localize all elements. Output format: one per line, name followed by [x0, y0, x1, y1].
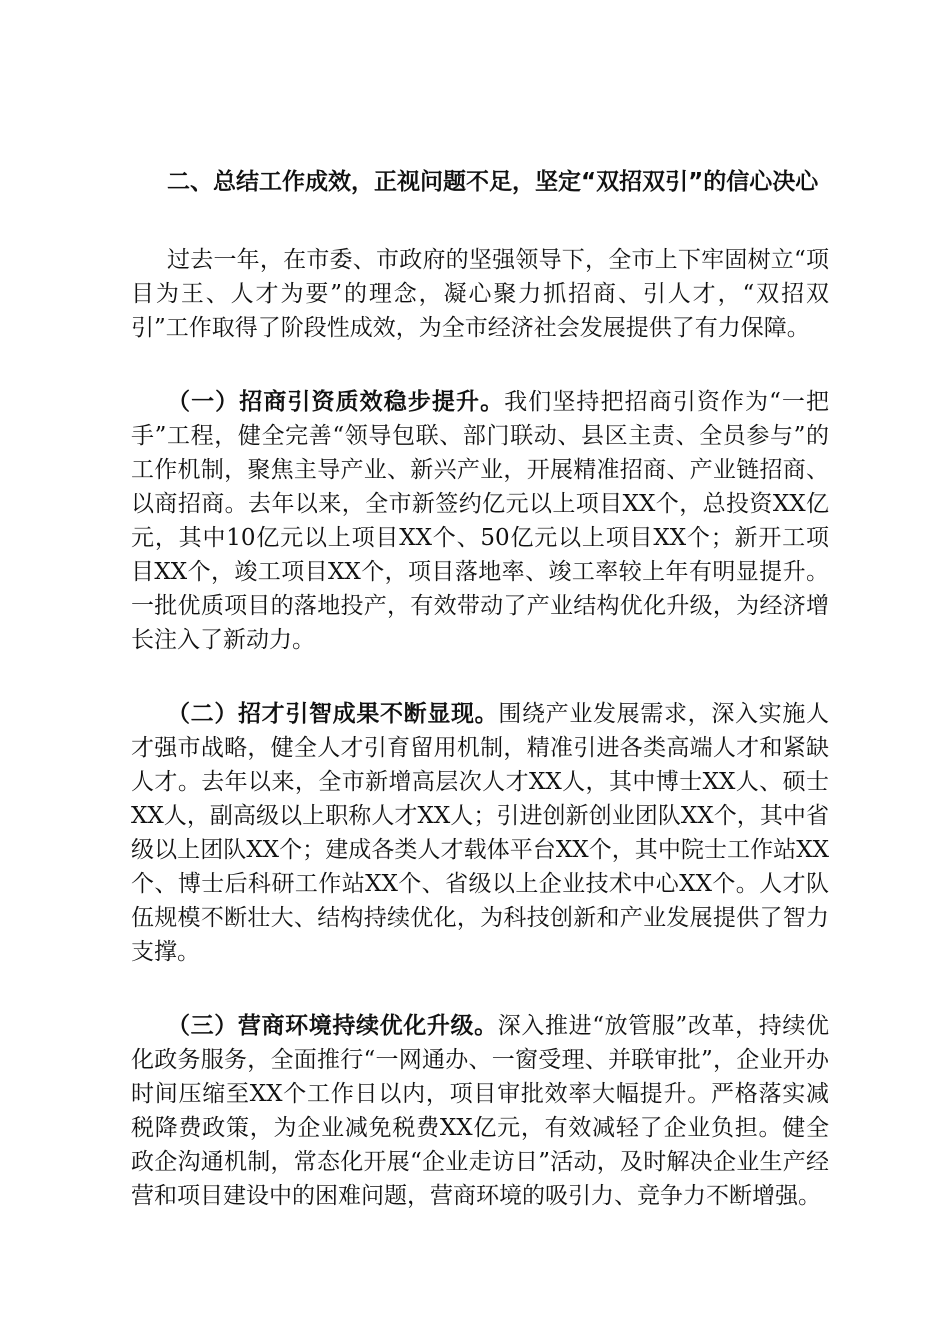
document-body: [131, 165, 829, 1213]
paragraph-investment-body: 我们坚持把招商引资作为“一把手”工程，健全完善“领导包联、部门联动、县区主责、全员参与”的工作机制，聚焦主导产业、新兴产业，开展精准招商、产业链招商、以商招商。去年以来，全市新签约亿元以上项目XX个，总投资XX亿元，其中10亿元以上项目XX个、50亿元以上项目XX个；新开工项目XX个，竣工项目XX个，项目落地率、竣工率较上年有明显提升。一批优质项目的落地投产，有效带动了产业结构优化升级，为经济增长注入了新动力。: [131, 389, 830, 653]
paragraph-talent-body: 围绕产业发展需求，深入实施人才强市战略，健全人才引育留用机制，精准引进各类高端人才和紧缺人才。去年以来，全市新增高层次人才XX人，其中博士XX人、硕士XX人，副高级以上职称人才XX人；引进创新创业团队XX个，其中省级以上团队XX个；建成各类人才载体平台XX个，其中院士工作站XX个、博士后科研工作站XX个、省级以上企业技术中心XX个。人才队伍规模不断壮大、结构持续优化，为科技创新和产业发展提供了智力支撑。: [131, 701, 830, 965]
intro-paragraph: 过去一年，在市委、市政府的坚强领导下，全市上下牢固树立“项目为王、人才为要”的理念，凝心聚力抓招商、引人才，“双招双引”工作取得了阶段性成效，为全市经济社会发展提供了有力保障。: [131, 247, 829, 341]
paragraph-business-environment-lead: （三）营商环境持续优化升级。: [167, 1013, 498, 1039]
paragraph-investment: [131, 385, 829, 657]
paragraph-business-environment-body: 深入推进“放管服”改革，持续优化政务服务，全面推行“一网通办、一窗受理、并联审批”，企业开办时间压缩至XX个工作日以内，项目审批效率大幅提升。严格落实减税降费政策，为企业减免税费XX亿元，有效减轻了企业负担。健全政企沟通机制，常态化开展“企业走访日”活动，及时解决企业生产经营和项目建设中的困难问题，营商环境的吸引力、竞争力不断增强。: [131, 1013, 829, 1209]
paragraph-talent: [131, 697, 829, 969]
paragraph-investment-lead: （一）招商引资质效稳步提升。: [167, 389, 505, 415]
paragraph-talent-lead: （二）招才引智成果不断显现。: [167, 701, 499, 727]
section-heading: 二、总结工作成效，正视问题不足，坚定“双招双引”的信心决心: [167, 169, 819, 195]
paragraph-business-environment: [131, 1009, 829, 1213]
